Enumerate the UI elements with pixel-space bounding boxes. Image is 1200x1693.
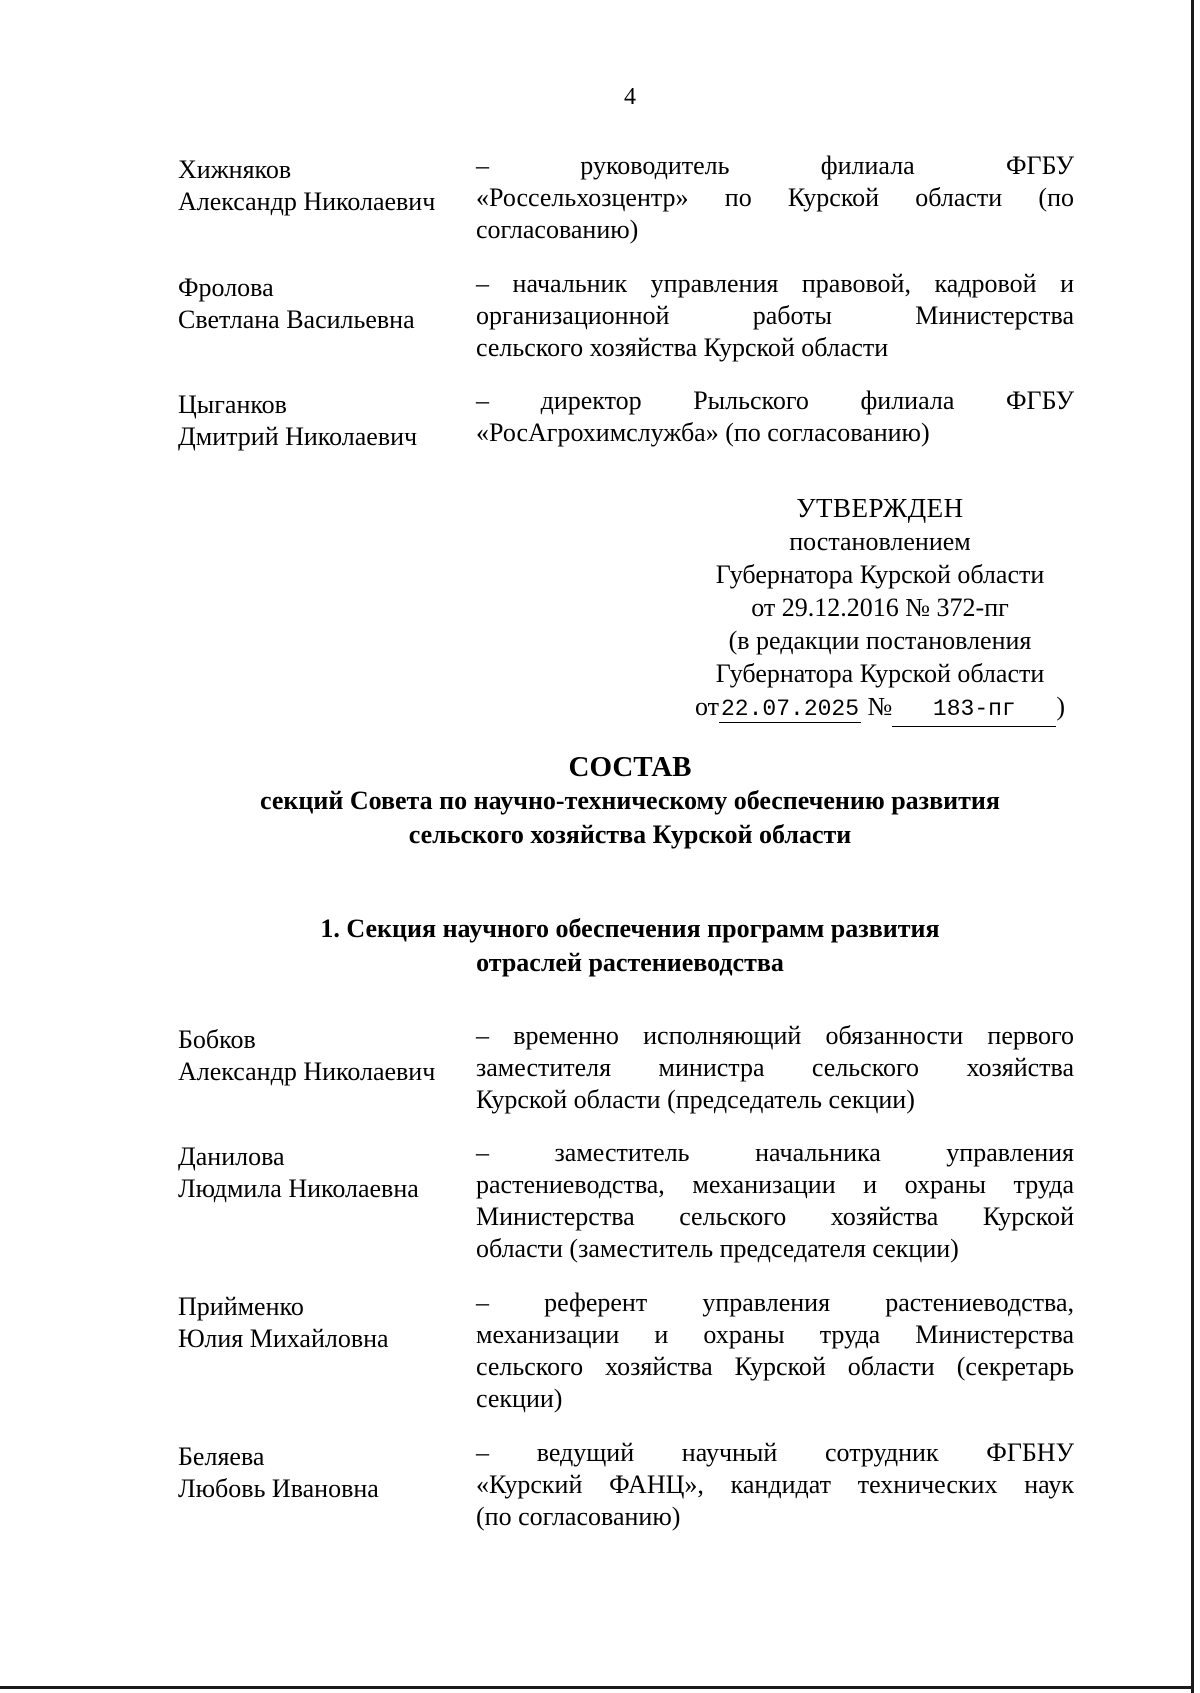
member-entry <box>178 150 1078 246</box>
filled-date: 22.07.2025 <box>721 696 860 722</box>
member-position <box>476 1437 1074 1533</box>
member-name <box>178 1137 476 1265</box>
member-name <box>178 1437 476 1533</box>
member-position <box>476 268 1074 364</box>
page-number: 4 <box>624 84 636 110</box>
from-label: от <box>694 692 719 721</box>
member-surname: Хижняков <box>178 155 292 184</box>
section-1-heading <box>0 912 1200 980</box>
approval-stamp <box>680 492 1080 727</box>
position-line: Курской области (председатель секции) <box>476 1085 915 1114</box>
position-line: – заместитель начальника управления <box>476 1138 1074 1167</box>
position-line: механизации и охраны труда Министерства <box>476 1320 1074 1349</box>
member-entry <box>178 1137 1078 1265</box>
member-position <box>476 1020 1074 1116</box>
member-entry <box>178 268 1078 364</box>
member-position <box>476 150 1074 246</box>
member-name <box>178 385 476 453</box>
composition-heading <box>0 750 1200 852</box>
approval-title: УТВЕРЖДЕН <box>796 493 964 523</box>
position-line: согласованию) <box>476 215 639 244</box>
member-surname: Бобков <box>178 1025 256 1054</box>
section-1-title: 1. Секция научного обеспечения программ развития <box>320 914 940 943</box>
scan-border-bottom <box>0 1686 1194 1689</box>
position-line: – временно исполняющий обязанности первого <box>476 1021 1074 1050</box>
member-name <box>178 1287 476 1415</box>
member-given-names: Любовь Ивановна <box>178 1474 379 1503</box>
approval-line: от 29.12.2016 № 372-пг <box>751 593 1009 622</box>
position-line: «РосАгрохимслужба» (по согласованию) <box>476 418 930 447</box>
composition-subtitle: сельского хозяйства Курской области <box>408 820 852 849</box>
approval-revision-line <box>680 690 1080 727</box>
position-line: организационной работы Министерства <box>476 301 1074 330</box>
member-position <box>476 1287 1074 1415</box>
member-given-names: Светлана Васильевна <box>178 305 415 334</box>
position-line: (по согласованию) <box>476 1502 681 1531</box>
member-surname: Цыганков <box>178 390 287 419</box>
member-entry <box>178 1020 1078 1116</box>
position-line: – ведущий научный сотрудник ФГБНУ <box>476 1438 1074 1467</box>
approval-line: Губернатора Курской области <box>715 560 1045 589</box>
member-surname: Фролова <box>178 273 274 302</box>
member-name <box>178 1020 476 1116</box>
number-label: № <box>867 692 893 721</box>
position-line: секции) <box>476 1384 563 1413</box>
member-given-names: Дмитрий Николаевич <box>178 422 418 451</box>
section-1-title: отраслей растениеводства <box>476 948 784 977</box>
closing-paren: ) <box>1056 692 1066 721</box>
position-line: сельского хозяйства Курской области <box>476 333 889 362</box>
member-position <box>476 385 1074 453</box>
position-line: – руководитель филиала ФГБУ <box>476 151 1074 180</box>
position-line: Министерства сельского хозяйства Курской <box>476 1202 1074 1231</box>
position-line: – директор Рыльского филиала ФГБУ <box>476 386 1074 415</box>
member-given-names: Александр Николаевич <box>178 187 436 216</box>
member-given-names: Юлия Михайловна <box>178 1324 389 1353</box>
member-entry <box>178 1287 1078 1415</box>
position-line: – референт управления растениеводства, <box>476 1288 1074 1317</box>
position-line: сельского хозяйства Курской области (секретарь <box>476 1352 1074 1381</box>
member-position <box>476 1137 1074 1265</box>
approval-line: постановлением <box>789 527 971 556</box>
composition-subtitle: секций Совета по научно-техническому обеспечению развития <box>260 786 1000 815</box>
position-line: заместителя министра сельского хозяйства <box>476 1053 1074 1082</box>
member-given-names: Людмила Николаевна <box>178 1174 419 1203</box>
member-name <box>178 150 476 246</box>
approval-line: Губернатора Курской области <box>715 659 1045 688</box>
position-line: «Курский ФАНЦ», кандидат технических наук <box>476 1470 1074 1499</box>
member-entry <box>178 1437 1078 1533</box>
position-line: растениеводства, механизации и охраны труда <box>476 1170 1074 1199</box>
position-line: области (заместитель председателя секции) <box>476 1234 959 1263</box>
approval-line: (в редакции постановления <box>728 626 1032 655</box>
member-surname: Прийменко <box>178 1292 304 1321</box>
member-entry <box>178 385 1078 453</box>
member-name <box>178 268 476 364</box>
position-line: «Россельхозцентр» по Курской области (по <box>476 183 1074 212</box>
position-line: – начальник управления правовой, кадровой и <box>476 269 1074 298</box>
member-surname: Беляева <box>178 1442 265 1471</box>
member-surname: Данилова <box>178 1142 285 1171</box>
composition-title: СОСТАВ <box>568 751 692 783</box>
filled-number: 183-пг <box>892 693 1056 727</box>
member-given-names: Александр Николаевич <box>178 1057 436 1086</box>
